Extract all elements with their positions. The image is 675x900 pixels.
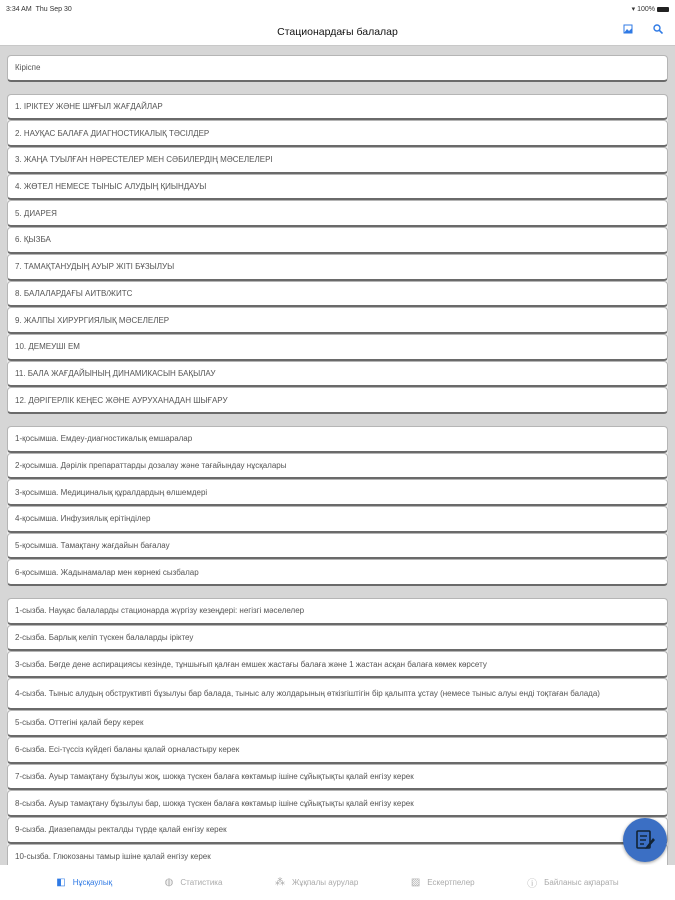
edit-note-icon (634, 828, 656, 852)
tab-label: Нұсқаулық (72, 878, 113, 887)
appendices-group (7, 426, 668, 586)
book-icon: ◧ (56, 877, 66, 888)
tab-label: Байланыс ақпараты (544, 878, 619, 887)
chapter-item[interactable]: 6. ҚЫЗБА (7, 227, 668, 254)
diagram-item[interactable]: 9-сызба. Диазепамды ректалды түрде қалай енгізу керек (7, 817, 668, 844)
chapter-item[interactable]: 8. БАЛАЛАРДАҒЫ АИТВ/ЖИТС (7, 281, 668, 308)
page-title: Стационардағы балалар (277, 25, 398, 38)
appendix-item[interactable]: 2-қосымша. Дәрілік препараттарды дозалау және тағайындау нұсқалары (7, 453, 668, 480)
image-icon: ▨ (410, 877, 421, 888)
image-icon[interactable] (623, 24, 633, 37)
battery-level: 100% (637, 6, 655, 13)
appendix-item[interactable]: 3-қосымша. Медициналық құралдардың өлшемдері (7, 479, 668, 506)
diagram-item[interactable]: 8-сызба. Ауыр тамақтану бұзылуы бар, шокқа түскен балаға көктамыр ішіне сұйықтықты қалай енгізу керек (7, 790, 668, 817)
chapter-item[interactable]: 2. НАУҚАС БАЛАҒА ДИАГНОСТИКАЛЫҚ ТӘСІЛДЕР (7, 120, 668, 147)
tab-1[interactable] (165, 877, 223, 888)
info-icon: ⓘ (527, 879, 538, 890)
chapter-item[interactable]: 11. БАЛА ЖАҒДАЙЫНЫҢ ДИНАМИКАСЫН БАҚЫЛАУ (7, 361, 668, 388)
tab-3[interactable] (411, 877, 475, 888)
diagram-item[interactable]: 2-сызба. Барлық келіп түскен балаларды іріктеу (7, 625, 668, 652)
chapter-item[interactable]: 10. ДЕМЕУШІ ЕМ (7, 334, 668, 361)
content-list[interactable] (0, 47, 675, 865)
diagram-item[interactable]: 3-сызба. Бөгде дене аспирациясы кезінде, тұншығып қалған емшек жастағы балаға және 1 жастан асқан балаға көмек көрсету (7, 651, 668, 678)
appendix-item[interactable]: 1-қосымша. Емдеу-диагностикалық емшаралар (7, 426, 668, 453)
tab-bar (0, 865, 675, 900)
tab-label: Ескертпелер (427, 878, 475, 887)
tab-2[interactable] (275, 877, 358, 888)
list-item-intro[interactable]: Кіріспе (7, 55, 668, 82)
diagram-item[interactable]: 4-сызба. Тыныс алудың обструктивті бұзылуы бар балада, тыныс алу жолдарының өткізгіштігін бір қалыпта ұстау (немесе тыныс алуы енді тоқтаған балада) (7, 678, 668, 710)
diagram-item[interactable]: 5-сызба. Оттегіні қалай беру керек (7, 710, 668, 737)
chapters-group (7, 94, 668, 414)
chapter-item[interactable]: 9. ЖАЛПЫ ХИРУРГИЯЛЫҚ МӘСЕЛЕЛЕР (7, 307, 668, 334)
tab-4[interactable] (527, 875, 619, 890)
battery-icon (657, 7, 669, 12)
tab-label: Жұқпалы аурулар (291, 878, 359, 887)
search-icon[interactable] (653, 24, 663, 37)
diagram-item[interactable]: 6-сызба. Есі-түссіз күйдегі баланы қалай орналастыру керек (7, 737, 668, 764)
chapter-item[interactable]: 1. ІРІКТЕУ ЖӘНЕ ШҰҒЫЛ ЖАҒДАЙЛАР (7, 94, 668, 121)
diagrams-group (7, 598, 668, 865)
appendix-item[interactable]: 4-қосымша. Инфузиялық ерітінділер (7, 506, 668, 533)
diagram-item[interactable]: 7-сызба. Ауыр тамақтану бұзылуы жоқ, шокқа түскен балаға көктамыр ішіне сұйықтықты қалай енгізу керек (7, 764, 668, 791)
appendix-item[interactable]: 5-қосымша. Тамақтану жағдайын бағалау (7, 533, 668, 560)
tab-label: Статистика (180, 878, 223, 887)
status-time: 3:34 AM (6, 5, 32, 13)
appendix-item[interactable]: 6-қосымша. Жадынамалар мен көрнекі сызбалар (7, 559, 668, 586)
intro-group (7, 55, 668, 82)
notes-fab-button[interactable] (623, 818, 667, 862)
chapter-item[interactable]: 5. ДИАРЕЯ (7, 200, 668, 227)
chapter-item[interactable]: 3. ЖАҢА ТУЫЛҒАН НӘРЕСТЕЛЕР МЕН СӘБИЛЕРДІҢ МӘСЕЛЕЛЕРІ (7, 147, 668, 174)
chapter-item[interactable]: 12. ДӘРІГЕРЛІК КЕҢЕС ЖӘНЕ АУРУХАНАДАН ШЫҒАРУ (7, 387, 668, 414)
diagram-item[interactable]: 1-сызба. Науқас балаларды стационарда жүргізу кезеңдері: негізгі мәселелер (7, 598, 668, 625)
virus-icon: ⁂ (274, 877, 285, 888)
globe-icon: ◍ (164, 877, 174, 888)
nav-bar (0, 18, 675, 46)
status-bar (0, 0, 675, 18)
diagram-item[interactable]: 10-сызба. Глюкозаны тамыр ішіне қалай енгізу керек (7, 844, 668, 865)
chapter-item[interactable]: 4. ЖӨТЕЛ НЕМЕСЕ ТЫНЫС АЛУДЫҢ ҚИЫНДАУЫ (7, 174, 668, 201)
tab-0[interactable] (56, 877, 112, 888)
chapter-item[interactable]: 7. ТАМАҚТАНУДЫҢ АУЫР ЖІТІ БҰЗЫЛУЫ (7, 254, 668, 281)
wifi-icon: ▾ (631, 6, 636, 13)
status-date: Thu Sep 30 (35, 5, 72, 13)
